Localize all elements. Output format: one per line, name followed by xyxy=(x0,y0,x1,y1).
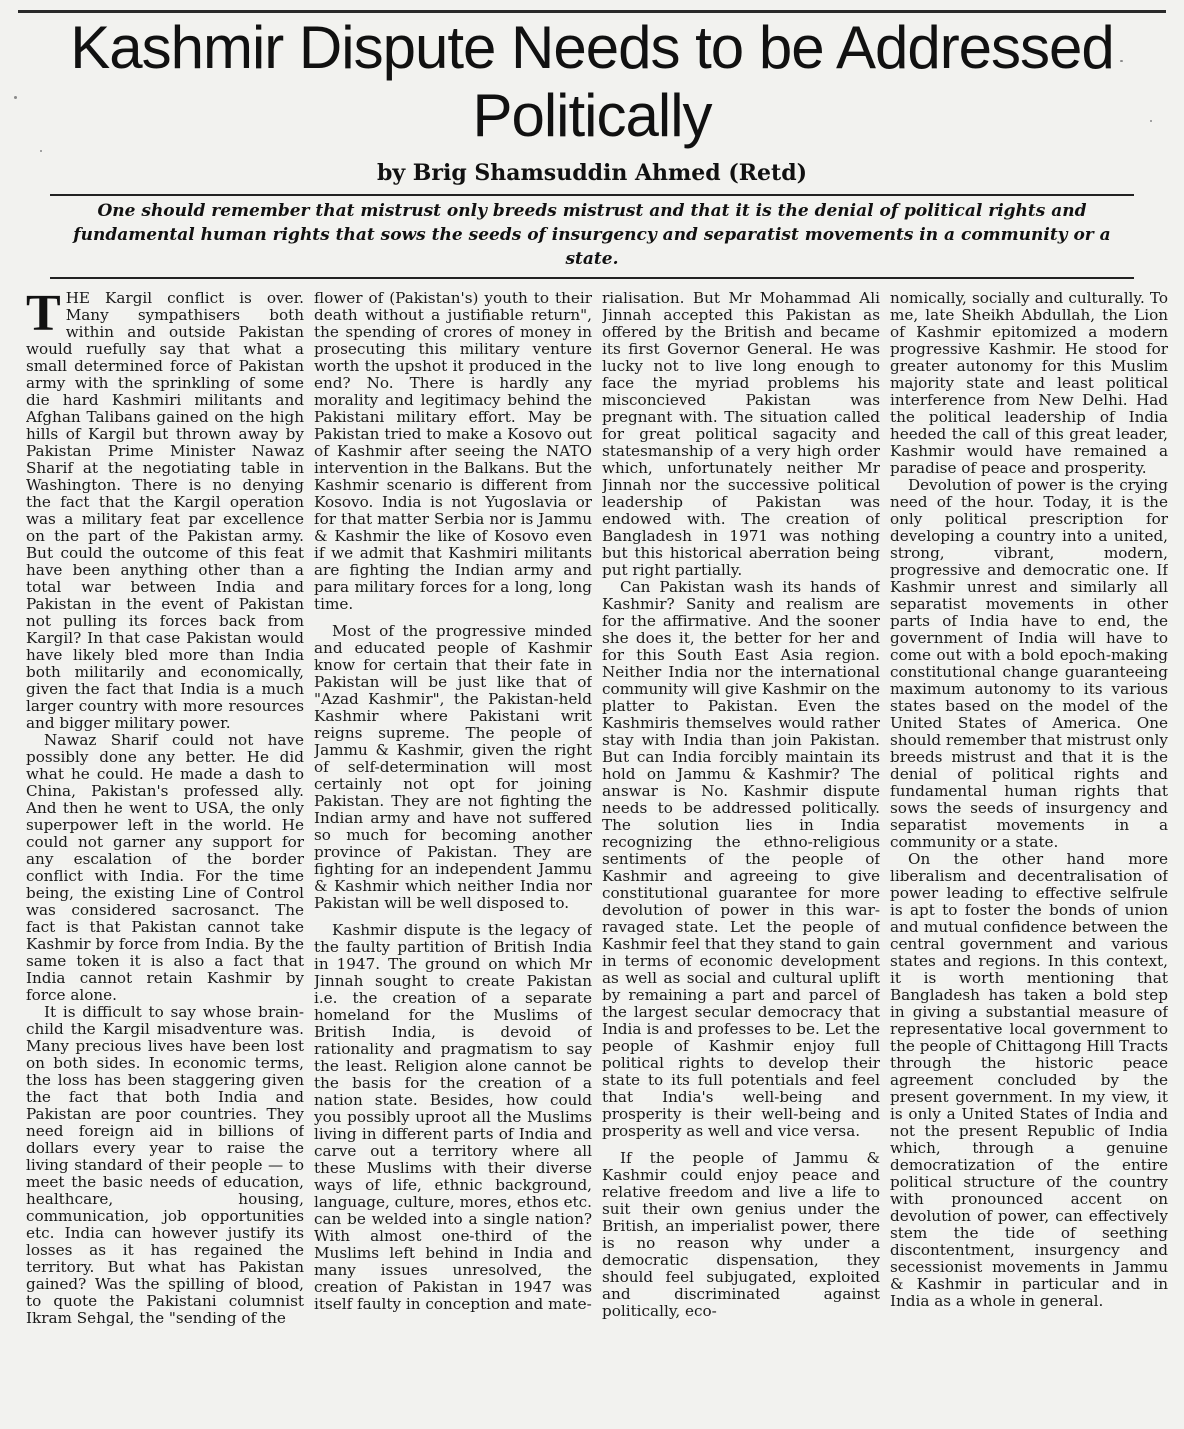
paragraph: Can Pakistan wash its hands of Kashmir? Sanity and realism are for the affirmative. And the sooner she does it, the better for her and for this South East Asia region. Neither India nor the international community will give Kashmir on the platter to Pakistan. Even the Kashmiris themselves would rather stay with India than join Pakistan. But can India forcibly maintain its hold on Jammu & Kashmir? The answar is No. Kashmir dispute needs to be addressed politically. The solution lies in India recognizing the ethno-religious sentiments of the people of Kashmir and agreeing to give constitutional guarantee for more devolution of power in this war-ravaged state. Let the people of Kashmir feel that they stand to gain in terms of economic development as well as social and cultural uplift by remaining a part and parcel of the largest secular democracy that India is and professes to be. Let the people of Kashmir enjoy full political rights to develop their state to its full potentials and feel that India's well-being and prosperity is their well-being and prosperity as well and vice versa. xyxy=(602,578,880,1140)
standfirst: One should remember that mistrust only breeds mistrust and that it is the denial of political rights and fundamental human rights that sows the seeds of insurgency and separatist movements in a community or a state. xyxy=(73,201,1111,269)
standfirst-top-rule xyxy=(50,194,1134,196)
byline: by Brig Shamsuddin Ahmed (Retd) xyxy=(376,160,807,186)
paper-speck xyxy=(1120,60,1123,62)
column-3 xyxy=(602,290,880,1420)
paper-speck xyxy=(14,96,17,99)
paragraph: Most of the progressive minded and educated people of Kashmir know for certain that their fate in Pakistan will be just like that of "Azad Kashmir", the Pakistan-held Kashmir where Pakistani writ reigns supreme. The people of Jammu & Kashmir, given the right of self-determination will most certainly not opt for joining Pakistan. They are not fighting the Indian army and have not suffered so much for becoming another province of Pakistan. They are fighting for an independent Jammu & Kashmir which neither India nor Pakistan will be well disposed to. xyxy=(314,622,592,912)
paragraph: Devolution of power is the crying need of the hour. Today, it is the only political prescription for developing a country into a united, strong, vibrant, modern, progressive and democratic one. If Kashmir unrest and similarly all separatist movements in other parts of India have to end, the government of India will have to come out with a bold epoch-making constitutional change guaranteeing maximum autonomy to its various states based on the model of the United States of America. One should remember that mistrust only breeds mistrust and that it is the denial of political rights and fundamental human rights that sows the seeds of insurgency and separatist movements in a community or a state. xyxy=(890,476,1168,851)
headline: Kashmir Dispute Needs to be Addressed Politically xyxy=(70,14,1114,149)
paragraph: On the other hand more liberalism and decentralisation of power leading to effective selfrule is apt to foster the bonds of union and mutual confidence between the central government and various states and regions. In this context, it is worth mentioning that Bangladesh has taken a bold step in giving a substantial measure of representative local government to the people of Chittagong Hill Tracts through the historic peace agreement concluded by the present government. In my view, it is only a United States of India and not the present Republic of India which, through a genuine democratization of the entire political structure of the country with pronounced accent on devolution of power, can effectively stem the tide of seething discontentment, insurgency and secessionist movements in Jammu & Kashmir in particular and in India as a whole in general. xyxy=(890,850,1168,1310)
article-body xyxy=(26,290,1170,1420)
paragraph xyxy=(26,290,304,732)
paragraph: It is difficult to say whose brain-child the Kargil misadventure was. Many precious lives have been lost on both sides. In economic terms, the loss has been staggering given the fact that both India and Pakistan are poor countries. They need foreign aid in billions of dollars every year to raise the living standard of their people — to meet the basic needs of education, healthcare, housing, communication, job opportunities etc. India can however justify its losses as it has regained the territory. But what has Pakistan gained? Was the spilling of blood, to quote the Pakistani columnist Ikram Sehgal, the "sending of the xyxy=(26,1003,304,1327)
paragraph: nomically, socially and culturally. To me, late Sheikh Abdullah, the Lion of Kashmir epitomized a modern progressive Kashmir. He stood for greater autonomy for this Muslim majority state and least political interference from New Delhi. Had the political leadership of India heeded the call of this great leader, Kashmir would have remained a paradise of peace and prosperity. xyxy=(890,290,1168,477)
paragraph: rialisation. But Mr Mohammad Ali Jinnah accepted this Pakistan as offered by the British and became its first Governor General. He was lucky not to live long enough to face the myriad problems his misconcieved Pakistan was pregnant with. The situation called for great political sagacity and statesmanship of a very high order which, unfortunately neither Mr Jinnah nor the successive political leadership of Pakistan was endowed with. The creation of Bangladesh in 1971 was nothing but this historical aberration being put right partially. xyxy=(602,290,880,579)
paper-speck xyxy=(40,150,42,152)
top-rule xyxy=(18,10,1166,13)
column-4 xyxy=(890,290,1168,1420)
column-2 xyxy=(314,290,592,1420)
paragraph: Nawaz Sharif could not have possibly done any better. He did what he could. He made a dash to China, Pakistan's professed ally. And then he went to USA, the only superpower left in the world. He could not garner any support for any escalation of the border conflict with India. For the time being, the existing Line of Control was considered sacrosanct. The fact is that Pakistan cannot take Kashmir by force from India. By the same token it is also a fact that India cannot retain Kashmir by force alone. xyxy=(26,731,304,1004)
paragraph: flower of (Pakistan's) youth to their death without a justifiable return", the spending of crores of money in prosecuting this military venture worth the upshot it produced in the end? No. There is hardly any morality and legitimacy behind the Pakistani military effort. May be Pakistan tried to make a Kosovo out of Kashmir after seeing the NATO intervention in the Balkans. But the Kashmir scenario is different from Kosovo. India is not Yugoslavia or for that matter Serbia nor is Jammu & Kashmir the like of Kosovo even if we admit that Kashmiri militants are fighting the Indian army and para military forces for a long, long time. xyxy=(314,290,592,613)
column-1 xyxy=(26,290,304,1420)
paragraph: If the people of Jammu & Kashmir could enjoy peace and relative freedom and live a life to suit their own genius under the British, an imperialist power, there is no reason why under a democratic dispensation, they should feel subjugated, exploited and discriminated against politically, eco- xyxy=(602,1149,880,1320)
drop-cap: T xyxy=(26,290,61,342)
paragraph-text: HE Kargil conflict is over. Many sympathisers both within and outside Pakistan would ruefully say that what a small determined force of Pakistan army with the sprinkling of some die hard Kashmiri militants and Afghan Talibans gained on the high hills of Kargil but thrown away by Pakistan Prime Minister Nawaz Sharif at the negotiating table in Washington. There is no denying the fact that the Kargil operation was a military feat par excellence on the part of the Pakistan army. But could the outcome of this feat have been anything other than a total war between India and Pakistan in the event of Pakistan not pulling its forces back from Kargil? In that case Pakistan would have likely bled more than India both militarily and economically, given the fact that India is a much larger country with more resources and bigger military power. xyxy=(26,290,304,732)
standfirst-bottom-rule xyxy=(50,277,1134,279)
paragraph: Kashmir dispute is the legacy of the faulty partition of British India in 1947. The ground on which Mr Jinnah sought to create Pakistan i.e. the creation of a separate homeland for the Muslims of British India, is devoid of rationality and pragmatism to say the least. Religion alone cannot be the basis for the creation of a nation state. Besides, how could you possibly uproot all the Muslims living in different parts of India and carve out a territory where all these Muslims with their diverse ways of life, ethnic background, language, culture, mores, ethos etc. can be welded into a single nation? With almost one-third of the Muslims left behind in India and many issues unresolved, the creation of Pakistan in 1947 was itself faulty in conception and mate- xyxy=(314,921,592,1313)
paper-speck xyxy=(1150,120,1152,122)
